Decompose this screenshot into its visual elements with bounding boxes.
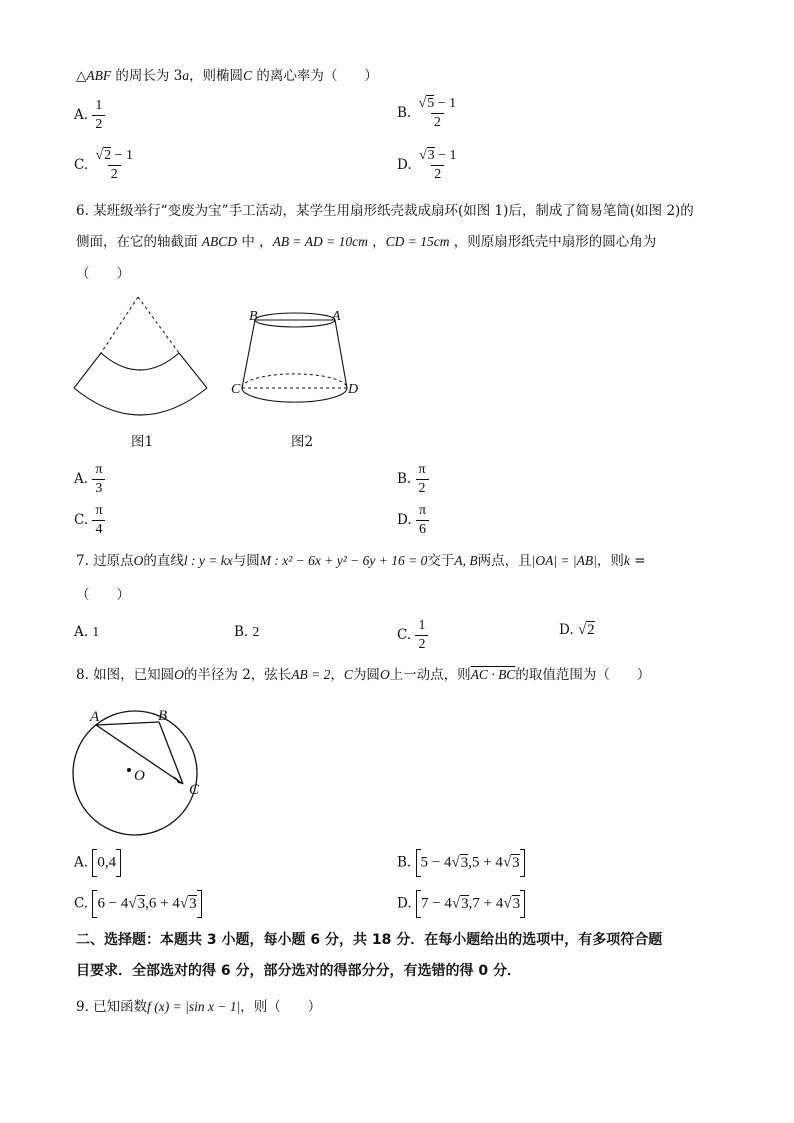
fraction: $\frac{√5 - 1}{2}$ <box>418 96 457 130</box>
q7-stem: 7. 过原点O的直线l : y = kx与圆M : x² − 6x + y² − 6y + 16 = 0交于A, B两点，且|OA| = |AB|，则k = <box>76 553 646 569</box>
q5-option-b: B. $\frac{√5 - 1}{2}$ <box>397 96 459 131</box>
label-b: B <box>158 708 168 724</box>
chord-ab <box>96 722 159 725</box>
q6-figures <box>66 292 359 454</box>
bottom-ellipse-hidden <box>242 374 347 388</box>
q8-option-c: C. 6 − 4√3,6 + 4√3 <box>74 890 202 918</box>
label-b: B <box>249 309 258 324</box>
q6-line1: 6. 某班级举行“变废为宝”手工活动，某学生用扇形纸壳裁成扇环(如图 1)后，制成了简易笔筒(如图 2)的 <box>76 203 694 219</box>
q8-stem: 8. 如图，已知圆O的半径为 2，弦长AB = 2，C为圆O上一动点，则AC · BC的取值范围为（ ） <box>76 667 651 683</box>
q6-option-a: A. $\frac{\pi}{3}$ <box>74 462 105 497</box>
fraction: $\frac{1}{2}$ <box>415 618 428 653</box>
fraction: $\frac{√2 - 1}{2}$ <box>95 148 134 182</box>
q7-option-d: D. √2 <box>559 622 595 638</box>
q8-option-b: B. 5 − 4√3,5 + 4√3 <box>397 849 525 877</box>
figure-1-caption: 图1 <box>131 434 154 450</box>
fraction: $\frac{\pi}{3}$ <box>92 462 105 497</box>
figure-2-caption: 图2 <box>291 434 314 450</box>
q7-option-b: B. 2 <box>234 624 260 640</box>
vector-dot-product: AC · BC <box>470 667 516 682</box>
q5-option-c: C. $\frac{√2 - 1}{2}$ <box>74 148 136 183</box>
q6-option-c: C. $\frac{\pi}{4}$ <box>74 503 106 538</box>
fraction: $\frac{\pi}{4}$ <box>92 503 105 538</box>
q7-option-a: A. 1 <box>74 624 100 640</box>
bottom-ellipse-visible <box>242 388 347 402</box>
slant-edge <box>335 320 347 388</box>
q5-option-d: D. $\frac{√3 - 1}{2}$ <box>397 148 460 183</box>
section-2-heading-line1: 二、选择题：本题共 3 小题，每小题 6 分，共 18 分．在每小题给出的选项中，有多项符合题 <box>76 932 663 948</box>
ring-edge <box>179 353 207 388</box>
q8-option-d: D. 7 − 4√3,7 + 4√3 <box>397 890 525 918</box>
q6-line2: 侧面，在它的轴截面 ABCD 中 ，AB = AD = 10cm ，CD = 15cm ，则原扇形纸壳中扇形的圆心角为 <box>76 234 657 250</box>
fraction: $\frac{\pi}{2}$ <box>416 462 429 497</box>
triangle-symbol: △ <box>76 68 87 84</box>
q8-option-a: A. 0,4 <box>74 849 121 877</box>
q6-line3: （ ） <box>76 266 130 282</box>
fraction: $\frac{√3 - 1}{2}$ <box>418 148 457 182</box>
q5-stem: △ABF 的周长为 3a，则椭圆C 的离心率为（ ） <box>76 68 378 84</box>
q5-option-a: A. $\frac{1}{2}$ <box>74 98 105 133</box>
section-2-heading-line2: 目要求．全部选对的得 6 分，部分选对的得部分分，有选错的得 0 分． <box>76 963 521 979</box>
label-c: C <box>189 782 200 798</box>
label-o: O <box>134 768 145 784</box>
fraction: $\frac{1}{2}$ <box>92 98 105 133</box>
sector-dashed-edge <box>138 297 179 353</box>
q6-option-d: D. $\frac{\pi}{6}$ <box>397 503 429 538</box>
q7-line2: （ ） <box>76 587 130 603</box>
q6-option-b: B. $\frac{\pi}{2}$ <box>397 462 429 497</box>
figure-1-sector-ring <box>74 297 207 415</box>
label-a: A <box>90 709 100 725</box>
fraction: $\frac{\pi}{6}$ <box>416 503 429 538</box>
q7-option-c: C. $\frac{1}{2}$ <box>397 618 428 653</box>
label-a: A <box>332 309 341 324</box>
sector-dashed-edge <box>101 297 138 353</box>
slant-edge <box>242 320 255 388</box>
ring-edge <box>74 353 101 388</box>
label-d: D <box>348 382 359 397</box>
center-point <box>127 768 131 772</box>
outer-arc <box>74 388 207 415</box>
q9-stem: 9. 已知函数f (x) = |sin x − 1|，则（ ） <box>76 999 322 1015</box>
segment-bc <box>159 722 183 784</box>
inner-arc <box>101 353 179 370</box>
label-c: C <box>231 382 241 397</box>
